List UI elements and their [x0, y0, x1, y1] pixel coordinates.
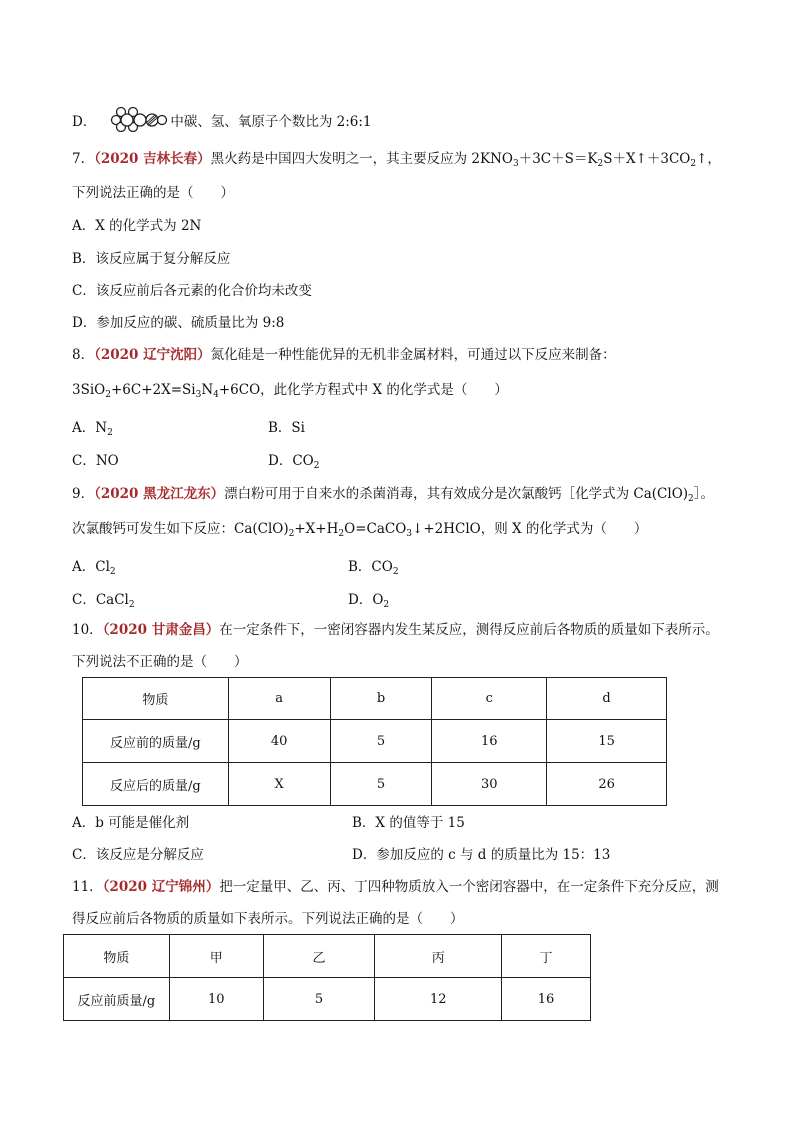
q11-stem-text: 把一定量甲、乙、丙、丁四种物质放入一个密闭容器中，在一定条件下充分反应，测: [219, 879, 719, 895]
table-row: 反应前的质量/g 40 5 16 15: [83, 720, 667, 763]
table-row: 物质 a b c d: [83, 678, 667, 720]
q8-equation: $3SiO_2+6C+2X=Si_3N_4+6CO$，此化学方程式中 X 的化学式是（ ）: [72, 382, 508, 400]
q7-option-c: C．该反应前后各元素的化合价均未改变: [72, 283, 312, 299]
q8-option-d: D．$CO_2$: [268, 453, 320, 471]
q8-stem: [72, 345, 616, 365]
q8-number: 8．: [72, 347, 95, 363]
q10-option-c: C．该反应是分解反应: [72, 847, 204, 863]
q9-stem: 9．（2020 黑龙江龙东）漂白粉可用于自来水的杀菌消毒，其有效成分是次氯酸钙［化学式为 $Ca(ClO)_2]$。: [72, 486, 715, 504]
q9-option-b: B．$CO_2$: [348, 559, 399, 577]
q9-option-c: C．CaCl$_2$: [72, 592, 135, 610]
q11-source: （2020 辽宁锦州）: [102, 879, 220, 895]
q10-option-d: D．参加反应的 c 与 d 的质量比为 15：13: [352, 847, 611, 863]
q11-table: [63, 934, 591, 1021]
q10-stem-text: 在一定条件下，一密闭容器内发生某反应，测得反应前后各物质的质量如下表所示。: [219, 622, 719, 638]
q11-question-line: 得反应前后各物质的质量如下表所示。下列说法正确的是（ ）: [72, 911, 464, 927]
q9-stem-text: 漂白粉可用于自来水的杀菌消毒，其有效成分是次氯酸钙［化学式为 Ca(ClO): [224, 486, 689, 502]
q6-option-d: [72, 106, 371, 132]
molecule-model-icon: [110, 106, 168, 132]
q9-option-d: D．$O_2$: [348, 592, 390, 610]
q7-option-a: A．X 的化学式为 2N: [72, 218, 202, 234]
table-row: 反应后的质量/g X 5 30 26: [83, 763, 667, 806]
q8-source: （2020 辽宁沈阳）: [94, 347, 211, 363]
q9-option-a: A．$Cl_2$: [72, 559, 116, 577]
q8-stem-text: 氮化硅是一种性能优异的无机非金属材料，可通过以下反应来制备：: [210, 347, 616, 363]
q10-option-a: A．b 可能是催化剂: [72, 815, 190, 831]
q6-option-d-label: D．: [72, 114, 97, 130]
q10-number: 10．: [72, 622, 103, 638]
q9-number: 9．: [72, 486, 95, 502]
q7-stem-text: 黑火药是中国四大发明之一，其主要反应为 2KNO: [210, 151, 513, 167]
q7-stem: 7．（2020 吉林长春）黑火药是中国四大发明之一，其主要反应为 $2KNO_3+3C+S=K_2S+X↑+3CO_2↑$，: [72, 151, 721, 169]
q8-option-b: B．Si: [268, 420, 305, 436]
q7-question-line: 下列说法正确的是（ ）: [72, 185, 234, 201]
q8-option-a: A．$N_2$: [72, 420, 113, 438]
q7-option-b: B．该反应属于复分解反应: [72, 251, 231, 267]
table-row: 物质 甲 乙 丙 丁: [64, 935, 591, 978]
q9-source: （2020 黑龙江龙东）: [94, 486, 225, 502]
q7-number: 7．: [72, 151, 95, 167]
q7-source: （2020 吉林长春）: [94, 151, 211, 167]
q10-table: [82, 677, 667, 806]
q9-equation: 次氯酸钙可发生如下反应：$Ca(ClO)_2+X+H_2O=CaCO_3↓+2HClO$，则 X 的化学式为（ ）: [72, 521, 648, 539]
table-row: 反应前质量/g 10 5 12 16: [64, 978, 591, 1021]
q10-stem: [72, 620, 719, 640]
q10-option-b: B．X 的值等于 15: [352, 815, 465, 831]
q11-number: 11．: [72, 879, 103, 895]
q10-question-line: 下列说法不正确的是（ ）: [72, 654, 248, 670]
q10-source: （2020 甘肃金昌）: [102, 622, 220, 638]
q8-option-c: C．NO: [72, 453, 119, 469]
q11-stem: [72, 877, 719, 897]
q7-option-d: D．参加反应的碳、硫质量比为 9:8: [72, 315, 285, 331]
q6-option-d-text: 中碳、氢、氧原子个数比为 2:6:1: [170, 114, 372, 130]
